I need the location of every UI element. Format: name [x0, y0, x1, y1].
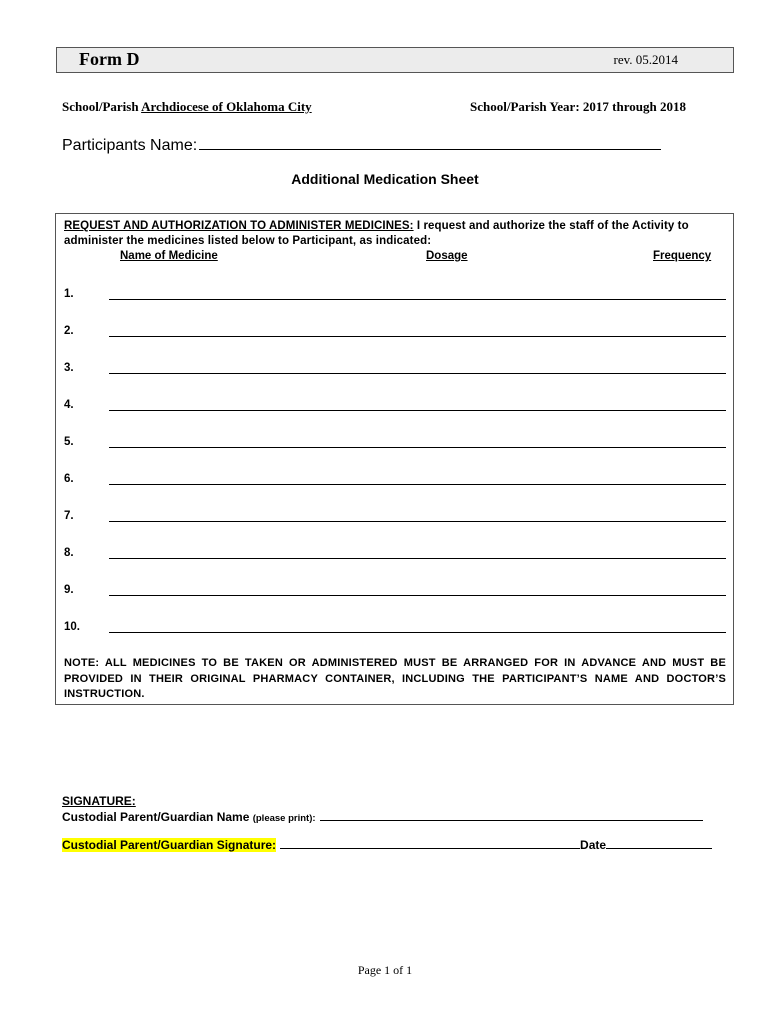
note-text: NOTE: ALL MEDICINES TO BE TAKEN OR ADMINISTERED MUST BE ARRANGED FOR IN ADVANCE AND MUST BE PROVIDED IN THEIR ORIGINAL PHARMACY CONTAINER, INCLUDING THE PARTICIPANT’S NAME AND DOCTOR’S INSTRUCTION. — [64, 657, 726, 700]
medication-entry-line[interactable] — [109, 447, 726, 448]
row-number: 8. — [64, 547, 74, 559]
medication-row — [56, 621, 733, 641]
school-parish — [62, 99, 312, 115]
date-label: Date — [580, 838, 607, 852]
participants-label: Participants Name: — [62, 137, 198, 154]
participants-name-field — [62, 134, 661, 155]
medication-entry-line[interactable] — [109, 632, 726, 633]
medication-row — [56, 473, 733, 493]
date-input[interactable] — [606, 838, 712, 849]
guardian-name-field — [62, 810, 703, 824]
medication-entry-line[interactable] — [109, 484, 726, 485]
page-number: Page 1 of 1 — [357, 963, 413, 977]
medication-entry-line[interactable] — [109, 373, 726, 374]
authorization-text — [64, 219, 726, 249]
form-revision: rev. 05.2014 — [613, 52, 678, 67]
medication-row — [56, 325, 733, 345]
column-header-dosage: Dosage — [426, 250, 468, 262]
medication-row — [56, 362, 733, 382]
medication-entry-line[interactable] — [109, 595, 726, 596]
sheet-title: Additional Medication Sheet — [291, 171, 479, 187]
guardian-signature-field — [62, 838, 712, 852]
row-number: 5. — [64, 436, 74, 448]
medication-row — [56, 288, 733, 308]
form-title: Form D — [79, 49, 140, 69]
medication-row — [56, 436, 733, 456]
medication-box — [55, 213, 734, 705]
column-header-medicine: Name of Medicine — [120, 250, 218, 262]
participants-name-input[interactable] — [199, 134, 661, 150]
guardian-name-hint: (please print): — [252, 813, 316, 824]
medication-entry-line[interactable] — [109, 336, 726, 337]
row-number: 7. — [64, 510, 74, 522]
medication-entry-line[interactable] — [109, 558, 726, 559]
row-number: 3. — [64, 362, 74, 374]
medication-row — [56, 510, 733, 530]
guardian-signature-label: Custodial Parent/Guardian Signature: — [62, 838, 277, 852]
row-number: 1. — [64, 288, 74, 300]
row-number: 9. — [64, 584, 74, 596]
form-header — [56, 47, 734, 73]
row-number: 10. — [64, 621, 80, 633]
guardian-signature-input[interactable] — [280, 838, 580, 849]
school-name: Archdiocese of Oklahoma City — [141, 99, 312, 114]
medication-entry-line[interactable] — [109, 410, 726, 411]
guardian-name-input[interactable] — [320, 810, 703, 821]
row-number: 4. — [64, 399, 74, 411]
medication-row — [56, 399, 733, 419]
authorization-heading: REQUEST AND AUTHORIZATION TO ADMINISTER MEDICINES: — [64, 220, 414, 232]
guardian-name-label: Custodial Parent/Guardian Name — [62, 810, 253, 824]
column-header-frequency: Frequency — [653, 250, 712, 262]
school-year: School/Parish Year: 2017 through 2018 — [470, 99, 686, 114]
row-number: 2. — [64, 325, 74, 337]
medication-entry-line[interactable] — [109, 521, 726, 522]
signature-heading: SIGNATURE: — [62, 794, 136, 808]
school-label: School/Parish — [62, 99, 142, 114]
authorization-body: I request and authorize the staff of the Activity to administer the medicines listed below to Participant, as indicated: — [64, 220, 689, 247]
medication-entry-line[interactable] — [109, 299, 726, 300]
row-number: 6. — [64, 473, 74, 485]
medication-row — [56, 584, 733, 604]
medication-row — [56, 547, 733, 567]
